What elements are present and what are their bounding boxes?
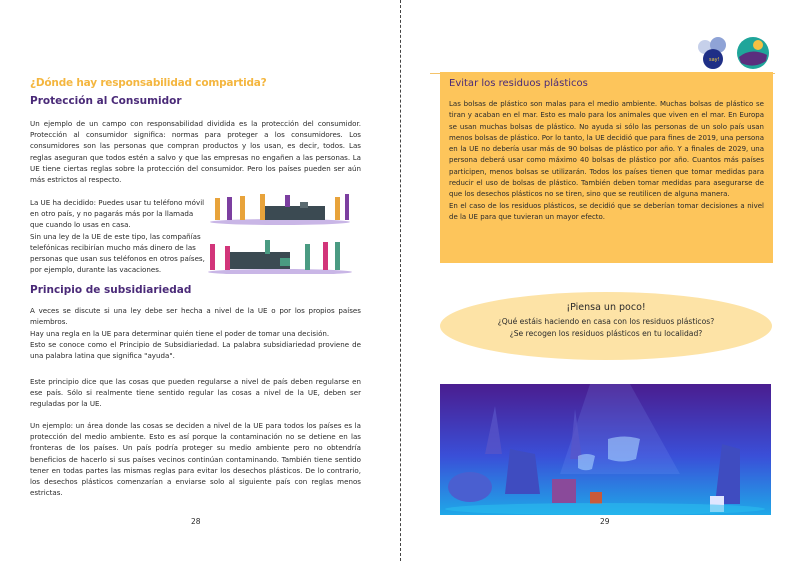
plastic-waste-box <box>440 72 773 263</box>
eu-circle-logo <box>737 37 769 69</box>
paragraph-roaming <box>30 197 208 275</box>
paragraph-rule-a: Hay una regla en la UE para determinar quién tiene el poder de tomar una decisión. <box>30 329 330 338</box>
page-number-left: 28 <box>191 517 201 526</box>
section-heading-consumer: Protección al Consumidor <box>30 95 182 107</box>
think-question-1: ¿Qué estáis haciendo en casa con los residuos plásticos? <box>497 317 715 326</box>
box-paragraph-2: En el caso de los residuos plásticos, se decidió que se deberían tomar decisiones a nivel de la UE para que tuvieran un mayor efecto. <box>449 201 764 221</box>
paragraph-intro: A veces se discute si una ley debe ser hecha a nivel de la UE o por los propios países miembros. <box>30 306 361 327</box>
think-bubble <box>440 292 772 360</box>
shoppers-illustration <box>205 192 355 274</box>
underwater-plastic-illustration <box>440 384 771 515</box>
paragraph-roaming-effect: Sin una ley de la UE de este tipo, las compañías telefónicas recibirían mucho más dinero de las personas que usan sus teléfonos en otros países, por ejemplo, durante las vacaciones. <box>30 231 205 275</box>
think-title: ¡Piensa un poco! <box>566 302 646 313</box>
think-question-2: ¿Se recogen los residuos plásticos en tu localidad? <box>509 329 703 338</box>
plastic-bag <box>608 437 640 462</box>
page-number-right: 29 <box>600 517 610 526</box>
barrel <box>552 479 576 503</box>
page-divider <box>400 0 401 561</box>
paragraph-roaming-decision: La UE ha decidido: Puedes usar tu teléfono móvil en otro país, y no pagarás más por la llamada que cuando lo usas en casa. <box>30 198 205 230</box>
paragraph-example: Un ejemplo: un área donde las cosas se deciden a nivel de la UE para todos los países es la protección del medio ambiente. Esto es así porque la contaminación no se detiene en las fronteras de los países. Un país podría proteger su medio ambiente pero no obtendría beneficios de hacerlo si sus países vecinos continúan contaminando. También tiene sentido tener en todas partes las mismas reglas para evitar los desechos plásticos. De lo contrario, los desechos plásticos comenzarían a enviarse solo al siguiente país con reglas menos estrictas. <box>30 421 361 498</box>
box-paragraph-1: Las bolsas de plástico son malas para el medio ambiente. Muchas bolsas de plástico se tiran y acaban en el mar. Esto es malo para los animales que viven en el mar. En Europa se usan muchas bolsas de plástico. No ayuda si sólo las personas de un solo país usan menos bolsas de plástico. Por lo tanto, la UE decidió que para fines de 2019, una persona en la UE no debería usar más de 90 bolsas de plástico por año. Y a finales de 2029, una persona deberá usar como máximo 40 bolsas de plástico por año. Cuantos más países participen, menos bolsas se utilizarán. Todos los países tienen que tomar medidas para reducir el uso de bolsas de plástico. También deben tomar medidas para asegurarse de que los desechos plásticos no se tiren, sino que se reutilicen de alguna manera. <box>449 100 764 199</box>
section-heading-subsidiarity: Principio de subsidiariedad <box>30 284 192 296</box>
paragraph-consumer: Un ejemplo de un campo con responsabilidad dividida es la protección del consumidor. Protección al consumidor significa: normas para proteger a los consumidores. Los consumidores son las personas que compran productos y los usan, es decir, todos. Las reglas aseguran que todos estén a salvo y que las empresas no engañen a las personas. La UE tiene ciertas reglas sobre la protección del consumidor. Pero los países pueden ser aún más estrictos al respecto. <box>30 119 361 185</box>
paragraph-rule <box>30 328 361 362</box>
svg-text:say!: say! <box>709 57 720 63</box>
paragraph-rule-b: Esto se conoce como el Principio de Subsidiariedad. La palabra subsidiariedad proviene de una palabra latina que significa "ayuda". <box>30 340 361 361</box>
box-title: Evitar los residuos plásticos <box>449 78 588 89</box>
paragraph-principle: Este principio dice que las cosas que pueden regularse a nivel de país deben regularse en ese país. Sólo si realmente tiene sentido regular las cosas a nivel de la UE, deben ser reguladas por la UE. <box>30 377 361 409</box>
have-your-say-logo <box>698 37 726 69</box>
logos <box>696 35 772 71</box>
page-title: ¿Dónde hay responsabilidad compartida? <box>30 77 267 89</box>
